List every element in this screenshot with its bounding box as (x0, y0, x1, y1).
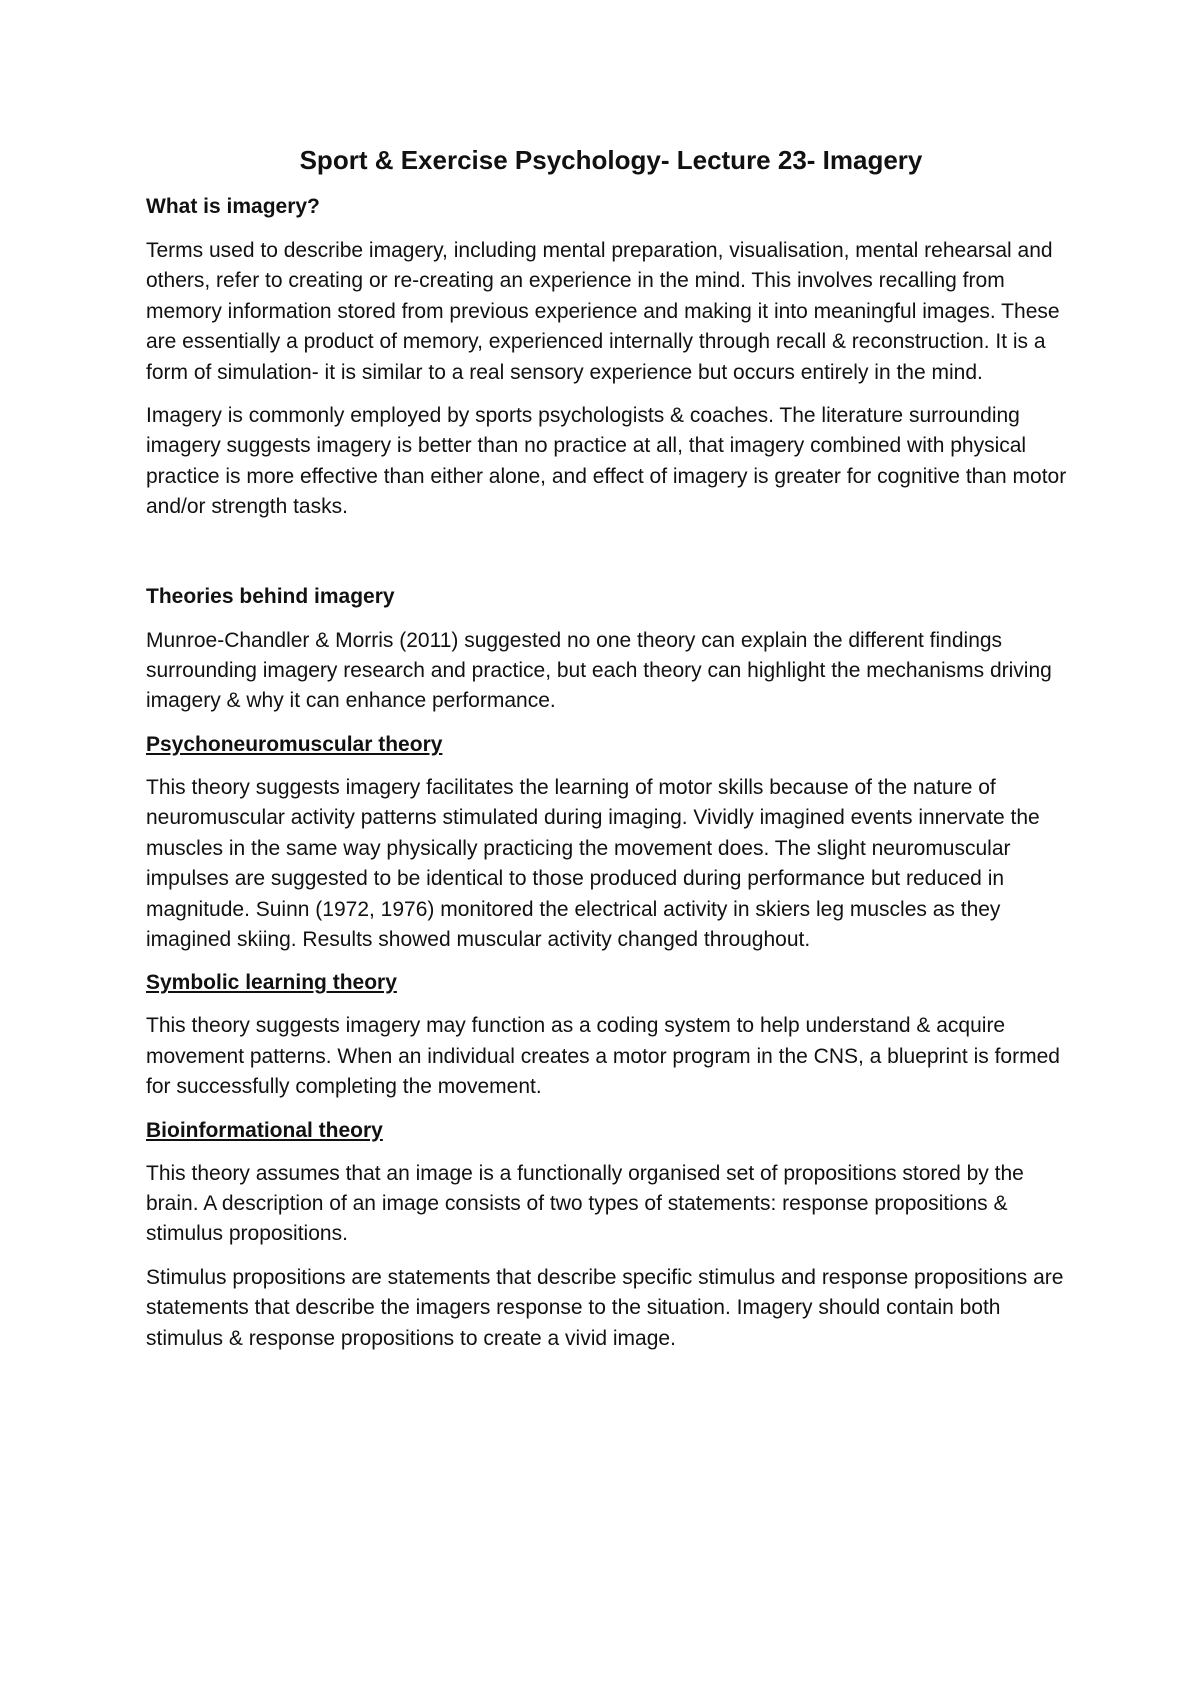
document-title: Sport & Exercise Psychology- Lecture 23- Imagery (299, 145, 923, 175)
section-spacer (146, 536, 1076, 582)
paragraph: Imagery is commonly employed by sports psychologists & coaches. The literature surrounding imagery suggests imagery is better than no practice at all, that imagery combined with physical practice is more effective than either alone, and effect of imagery is greater for cognitive than motor and/or strength tasks. (146, 404, 1067, 519)
paragraph: This theory assumes that an image is a functionally organised set of propositions stored by the brain. A description of an image consists of two types of statements: response propositions & stimulus propositions. (146, 1161, 1024, 1246)
theory-title: Bioinformational theory (146, 1118, 383, 1142)
document-body (146, 142, 1076, 1367)
theory-psychoneuromuscular (146, 730, 1076, 955)
section-what-is-imagery (146, 192, 1076, 523)
theory-title: Psychoneuromuscular theory (146, 732, 443, 756)
paragraph: This theory suggests imagery may function as a coding system to help understand & acquire movement patterns. When an individual creates a motor program in the CNS, a blueprint is formed for successfully completing the movement. (146, 1014, 1060, 1099)
theory-title: Symbolic learning theory (146, 971, 397, 995)
theory-bioinformational (146, 1116, 1076, 1354)
section-theories-behind-imagery (146, 582, 1076, 1354)
paragraph: Terms used to describe imagery, including mental preparation, visualisation, mental rehearsal and others, refer to creating or re-creating an experience in the mind. This involves recalling from memory information stored from previous experience and making it into meaningful images. These are essentially a product of memory, experienced internally through recall & reconstruction. It is a form of simulation- it is similar to a real sensory experience but occurs entirely in the mind. (146, 239, 1060, 384)
section-heading: Theories behind imagery (146, 584, 395, 608)
theory-symbolic-learning (146, 968, 1076, 1102)
paragraph: Munroe-Chandler & Morris (2011) suggested no one theory can explain the different findings surrounding imagery research and practice, but each theory can highlight the mechanisms driving imagery & why it can enhance performance. (146, 628, 1052, 713)
paragraph: Stimulus propositions are statements that describe specific stimulus and response propositions are statements that describe the imagers response to the situation. Imagery should contain both stimulus & response propositions to create a vivid image. (146, 1265, 1064, 1350)
section-heading: What is imagery? (146, 195, 320, 218)
paragraph: This theory suggests imagery facilitates the learning of motor skills because of the nature of neuromuscular activity patterns stimulated during imaging. Vividly imagined events innervate the muscles in the same way physically practicing the movement does. The slight neuromuscular impulses are suggested to be identical to those produced during performance but reduced in magnitude. Suinn (1972, 1976) monitored the electrical activity in skiers leg muscles as they imagined skiing. Results showed muscular activity changed throughout. (146, 775, 1040, 951)
